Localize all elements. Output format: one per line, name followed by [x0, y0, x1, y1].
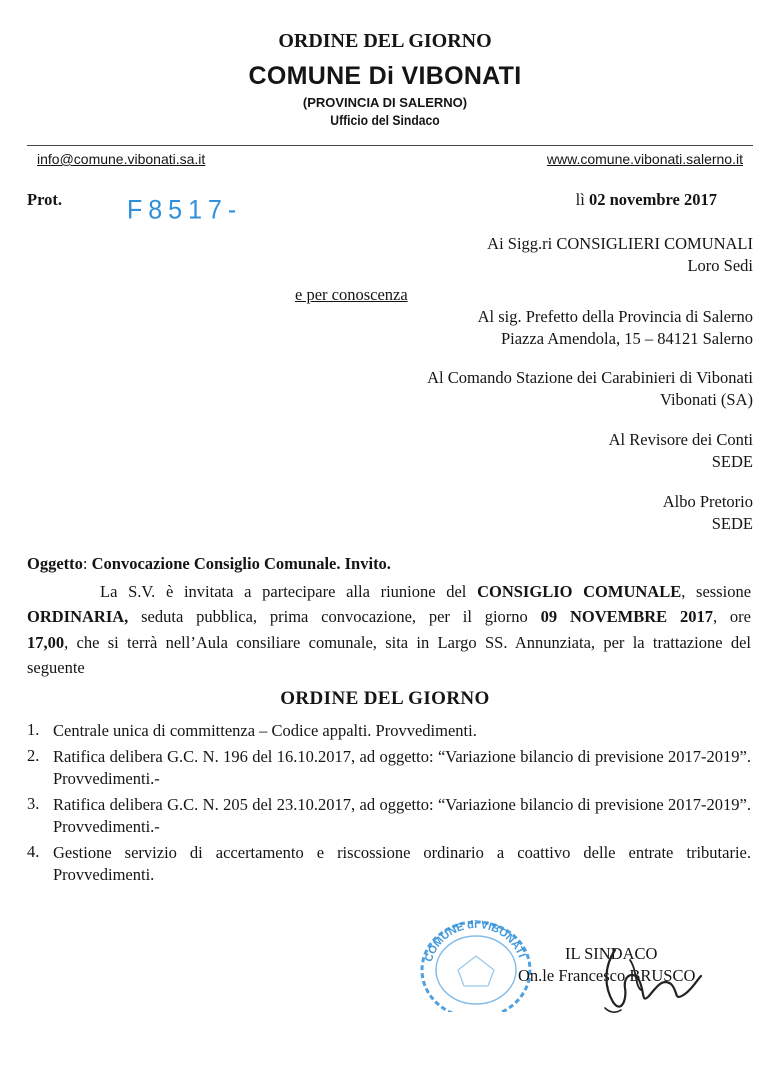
agenda-item-number: 2. — [27, 746, 40, 765]
body-line-2 — [27, 607, 751, 627]
body-meeting-time: 17,00 — [27, 633, 65, 652]
agenda-item-text: Ratifica delibera G.C. N. 205 del 23.10.2017, ad oggetto: “Variazione bilancio di previsione 2017-2019”. Provvedimenti.- — [53, 795, 751, 836]
recipient-consiglieri — [487, 233, 753, 277]
stamp-text: COMUNE di VIBONATI — [422, 918, 528, 964]
body-consiglio: CONSIGLIO COMUNALE — [477, 582, 682, 601]
body-meeting-date: 09 NOVEMBRE 2017 — [540, 607, 713, 626]
document-heading: ORDINE DEL GIORNO — [278, 30, 492, 52]
date-value: 02 novembre 2017 — [588, 190, 717, 209]
header-divider — [27, 145, 753, 146]
recipient-revisore — [609, 429, 753, 473]
body-text: seduta pubblica, prima convocazione, per il giorno — [141, 607, 528, 626]
email-link[interactable]: info@comune.vibonati.sa.it — [37, 151, 206, 167]
recipient-line: SEDE — [711, 452, 753, 471]
protocol-stamp-number: F8517- — [127, 194, 243, 226]
recipient-line: Loro Sedi — [687, 256, 753, 275]
handwritten-signature — [575, 940, 705, 1020]
recipient-line: SEDE — [711, 514, 753, 533]
subject-line — [27, 554, 391, 574]
recipient-line: Albo Pretorio — [662, 492, 753, 511]
agenda-item-number: 1. — [27, 720, 40, 739]
recipient-prefetto — [478, 306, 753, 350]
agenda-title: ORDINE DEL GIORNO — [280, 688, 490, 709]
website-link[interactable]: www.comune.vibonati.salerno.it — [546, 151, 743, 167]
body-text: , che si terrà nell’Aula consiliare comunale, sita in Largo SS. Annunziata, per la trattazione del — [64, 633, 751, 652]
body-text: La S.V. è invitata a partecipare alla riunione del — [100, 582, 467, 601]
agenda-item-number: 3. — [27, 794, 40, 813]
document-date — [576, 190, 717, 210]
recipient-albo — [663, 491, 753, 535]
body-line-4: seguente — [27, 658, 85, 677]
ufficio-label: Ufficio del Sindaco — [330, 113, 440, 128]
agenda-item-number: 4. — [27, 842, 40, 861]
provincia-label: (PROVINCIA DI SALERNO) — [302, 95, 468, 110]
body-ordinaria: ORDINARIA, — [27, 607, 129, 626]
protocol-label: Prot. — [27, 190, 62, 209]
recipient-line: Ai Sigg.ri CONSIGLIERI COMUNALI — [487, 234, 753, 253]
recipient-line: Vibonati (SA) — [660, 390, 753, 409]
cc-label: e per conoscenza — [295, 285, 408, 304]
recipient-line: Piazza Amendola, 15 – 84121 Salerno — [500, 329, 753, 348]
subject-label: Oggetto — [27, 554, 83, 573]
comune-name: COMUNE Di VIBONATI — [248, 62, 522, 90]
official-stamp — [412, 912, 540, 1012]
agenda-item-text: Gestione servizio di accertamento e riscossione ordinario a coattivo delle entrate tributarie. Provvedimenti. — [53, 843, 751, 884]
body-text: , sessione — [681, 582, 752, 601]
agenda-item-text: Ratifica delibera G.C. N. 196 del 16.10.2017, ad oggetto: “Variazione bilancio di previsione 2017-2019”. Provvedimenti.- — [53, 747, 751, 788]
subject-text: Convocazione Consiglio Comunale. Invito. — [91, 554, 391, 573]
signatory-title: IL SINDACO — [565, 944, 658, 963]
body-line-1 — [100, 582, 751, 602]
recipient-line: Al Comando Stazione dei Carabinieri di Vibonati — [427, 368, 753, 387]
recipient-line: Al Revisore dei Conti — [608, 430, 753, 449]
date-prefix: lì — [575, 190, 585, 209]
signatory-name: On.le Francesco BRUSCO — [518, 966, 696, 985]
body-text: , ore — [712, 607, 751, 626]
body-line-3 — [27, 633, 751, 653]
agenda-item-text: Centrale unica di committenza – Codice appalti. Provvedimenti. — [53, 721, 477, 740]
recipient-line: Al sig. Prefetto della Provincia di Salerno — [477, 307, 753, 326]
subject-colon: : — [82, 554, 88, 573]
recipient-carabinieri — [427, 367, 753, 411]
